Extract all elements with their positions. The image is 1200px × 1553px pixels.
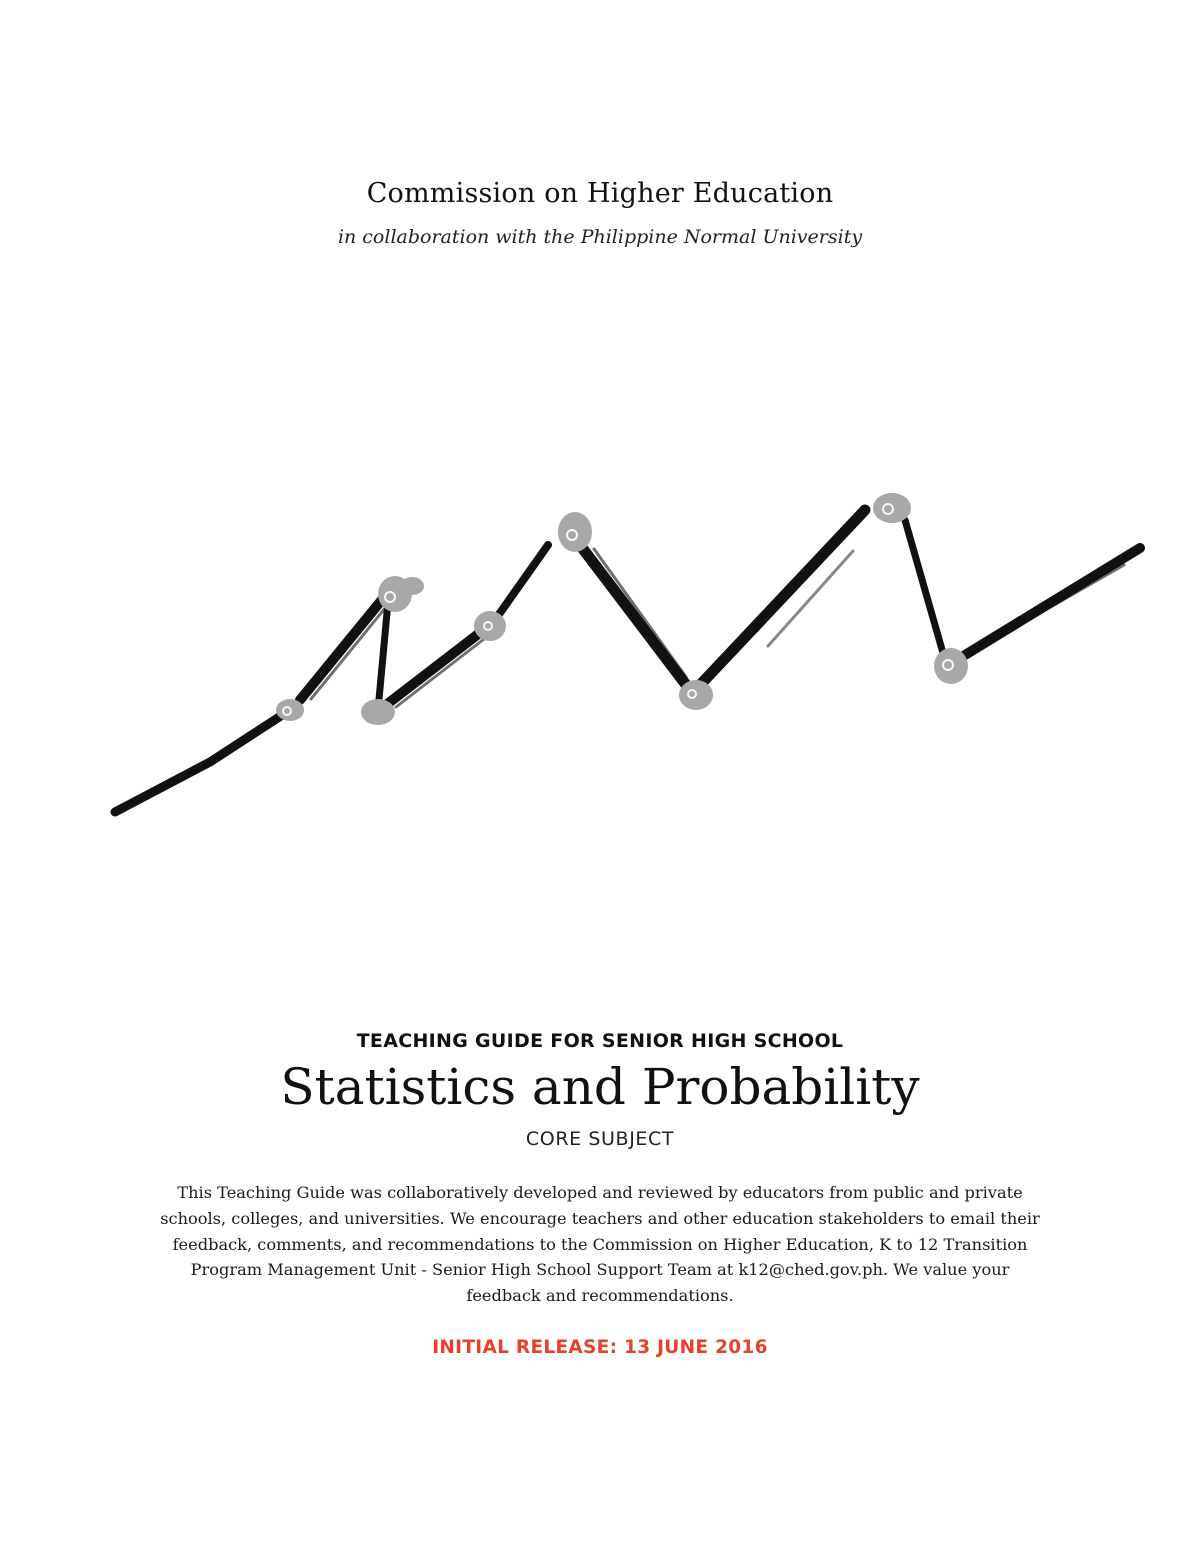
release-date: INITIAL RELEASE: 13 JUNE 2016 [432,1337,768,1358]
brush-stroke-line-graph-icon [100,480,1160,830]
subject-type: CORE SUBJECT [525,1128,675,1150]
collaboration-note: in collaboration with the Philippine Normal University [337,226,863,248]
guide-label: TEACHING GUIDE FOR SENIOR HIGH SCHOOL [356,1030,844,1052]
subject-title: Statistics and Probability [280,1058,920,1116]
organization-name: Commission on Higher Education [366,178,834,209]
brush-strokes [115,510,1140,812]
description-paragraph: This Teaching Guide was collaboratively developed and reviewed by educators from public and private schools, colleges, and universities. We encourage teachers and other education stakeholders to email their feedback, comments, and recommendations to the Commission on Higher Education, K to 12 Transition Program Management Unit - Senior High School Support Team at k12@ched.gov.ph. We value your feedback and recommendations. [160,1183,1040,1306]
